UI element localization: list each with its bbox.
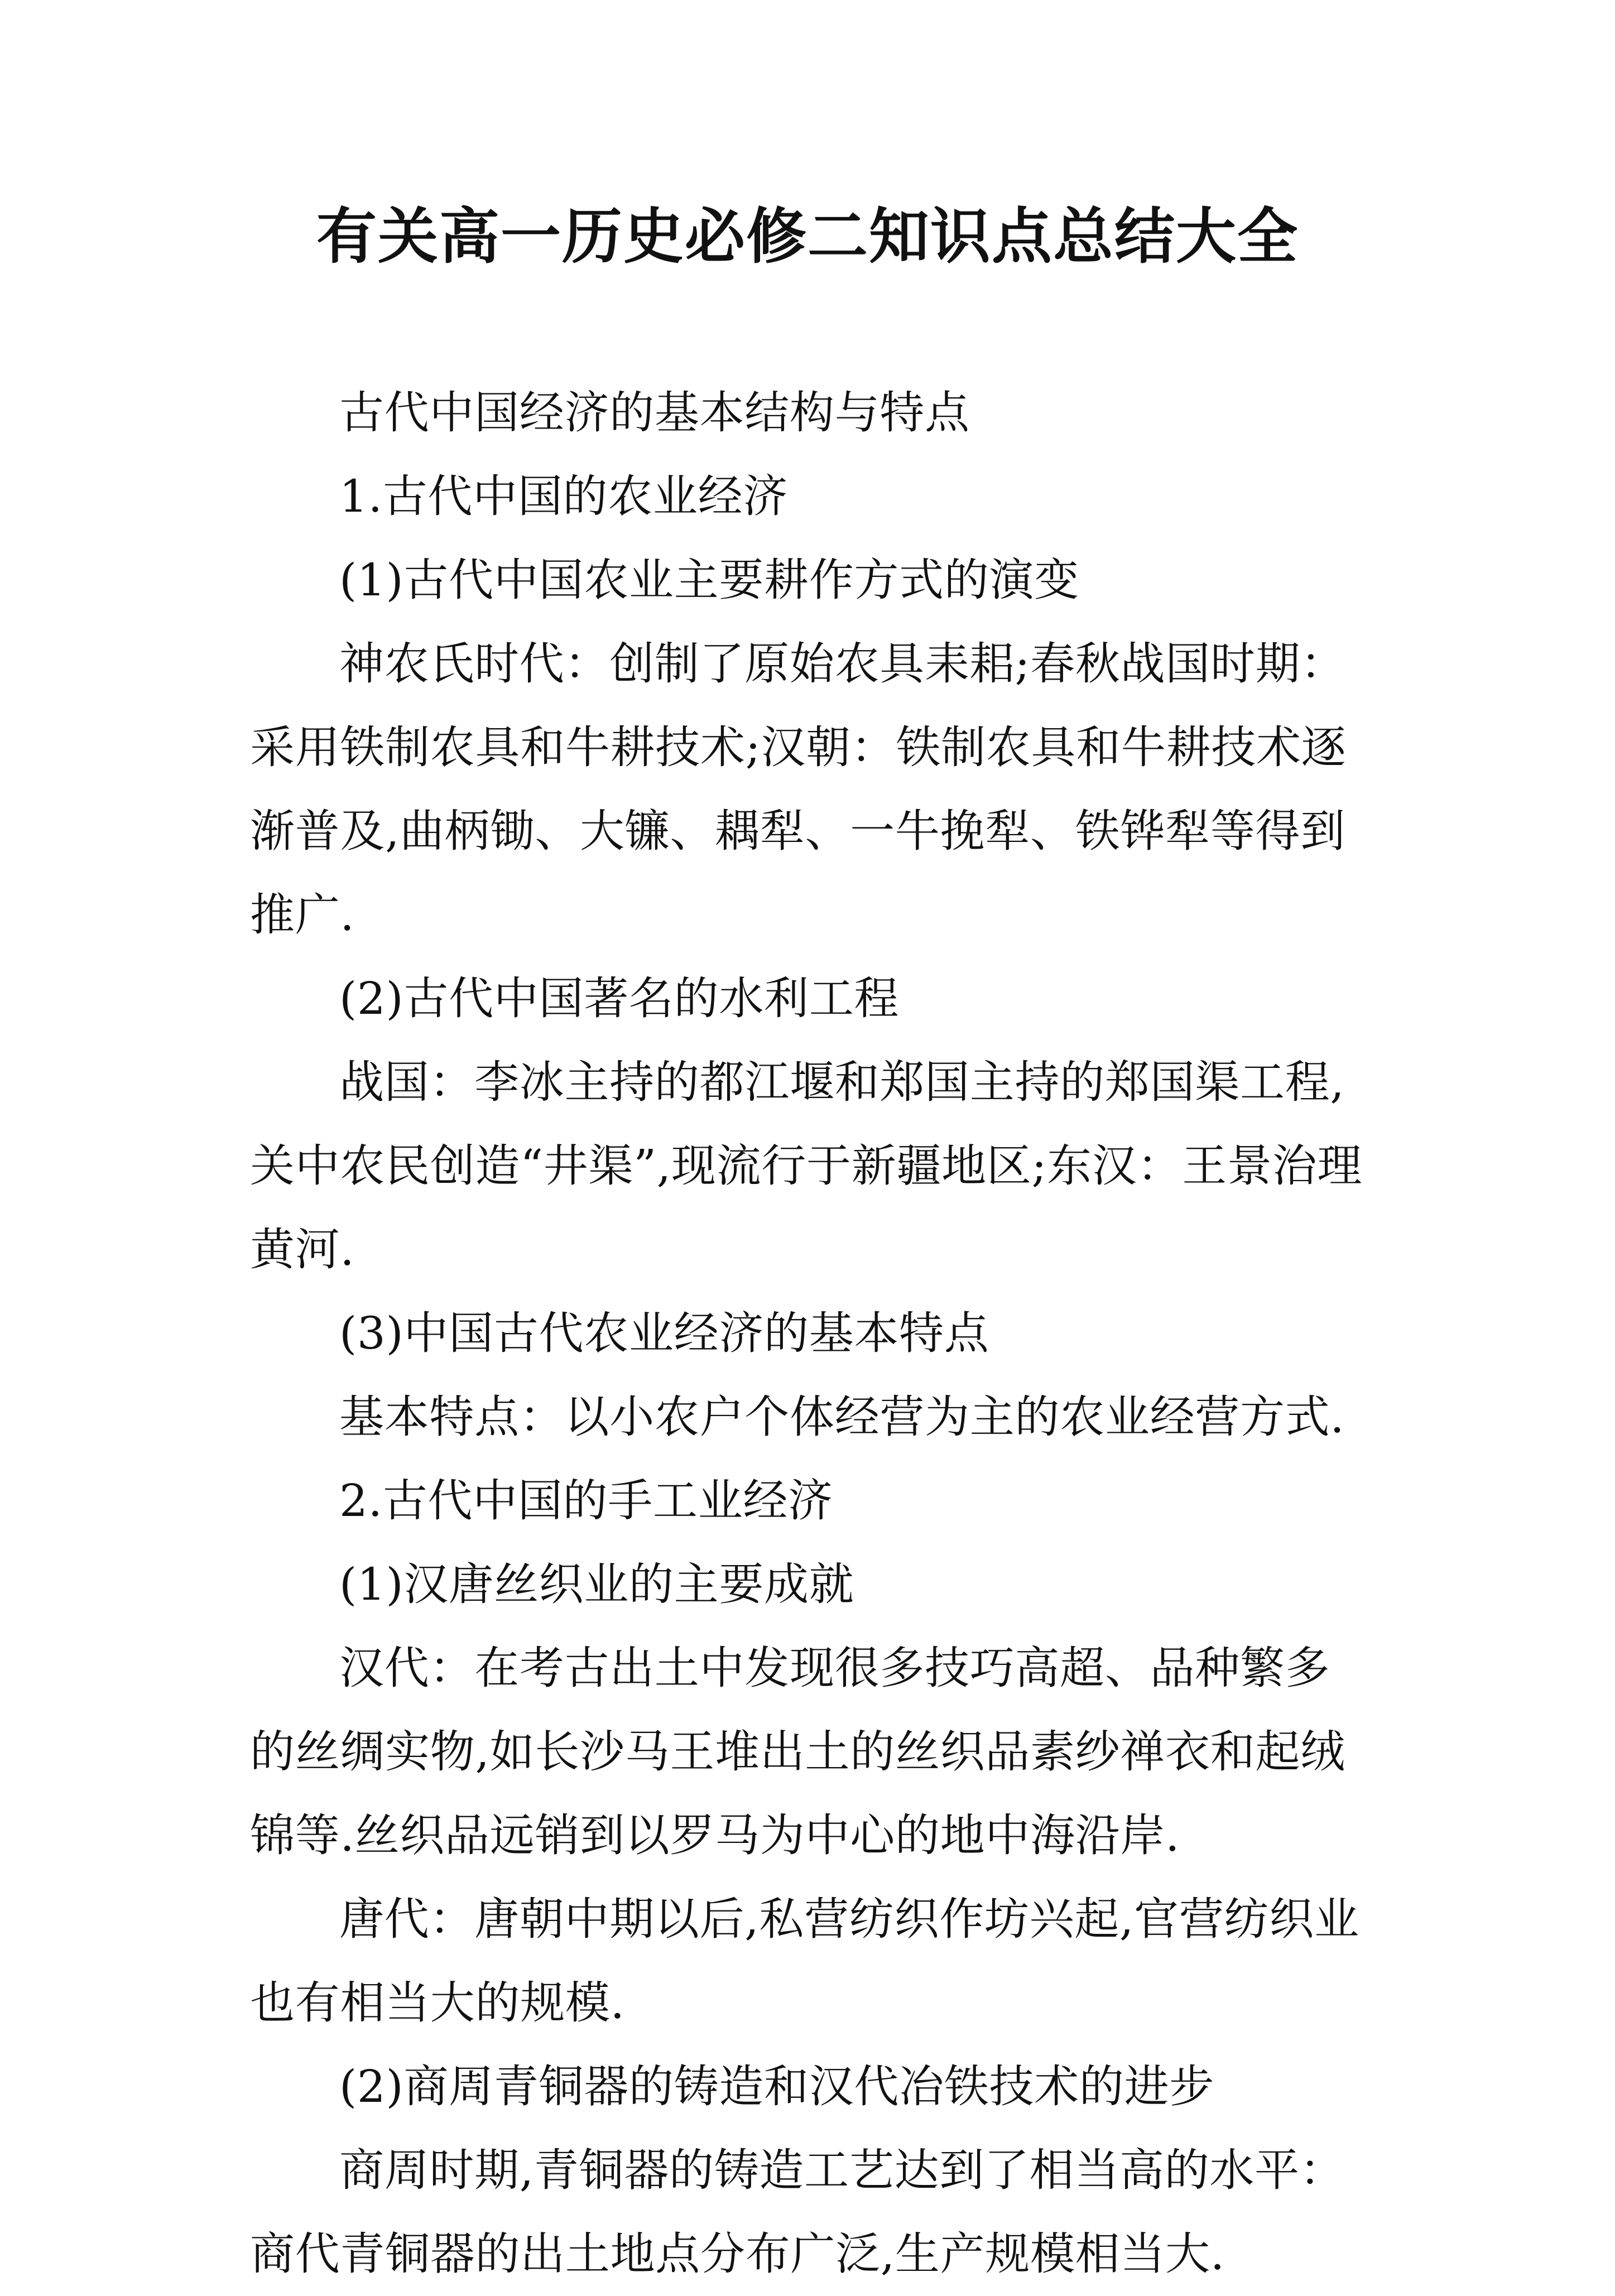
document-body xyxy=(250,371,1366,2296)
subsection-heading: 1.古代中国的农业经济 xyxy=(339,470,789,522)
body-paragraph: 战国：李冰主持的都江堰和郑国主持的郑国渠工程,关中农民创造“井渠”,现流行于新疆地区;东汉：王景治理黄河. xyxy=(250,1056,1363,1275)
item-heading: (3)中国古代农业经济的基本特点 xyxy=(339,1307,989,1359)
body-paragraph: 基本特点：以小农户个体经营为主的农业经营方式. xyxy=(339,1391,1345,1443)
body-paragraph: 汉代：在考古出土中发现很多技巧高超、品种繁多的丝绸实物,如长沙马王堆出土的丝织品素纱禅衣和起绒锦等.丝织品远销到以罗马为中心的地中海沿岸. xyxy=(250,1642,1345,1861)
document-title: 有关高一历史必修二知识点总结大全 xyxy=(316,202,1299,272)
section-heading: 古代中国经济的基本结构与特点 xyxy=(339,387,970,439)
body-paragraph: 神农氏时代：创制了原始农具耒耜;春秋战国时期：采用铁制农具和牛耕技术;汉朝：铁制农具和牛耕技术逐渐普及,曲柄锄、大镰、耦犁、一牛挽犁、铁铧犁等得到推广. xyxy=(250,638,1347,941)
item-heading: (2)古代中国著名的水利工程 xyxy=(339,973,900,1024)
body-paragraph: 商周时期,青铜器的铸造工艺达到了相当高的水平：商代青铜器的出土地点分布广泛,生产规模相当大. xyxy=(250,2144,1345,2280)
subsection-heading: 2.古代中国的手工业经济 xyxy=(339,1475,833,1527)
body-paragraph: 唐代：唐朝中期以后,私营纺织作坊兴起,官营纺织业也有相当大的规模. xyxy=(250,1893,1359,2029)
item-heading: (1)汉唐丝织业的主要成就 xyxy=(339,1558,854,1610)
item-heading: (1)古代中国农业主要耕作方式的演变 xyxy=(339,554,1079,606)
item-heading: (2)商周青铜器的铸造和汉代冶铁技术的进步 xyxy=(339,2061,1215,2112)
